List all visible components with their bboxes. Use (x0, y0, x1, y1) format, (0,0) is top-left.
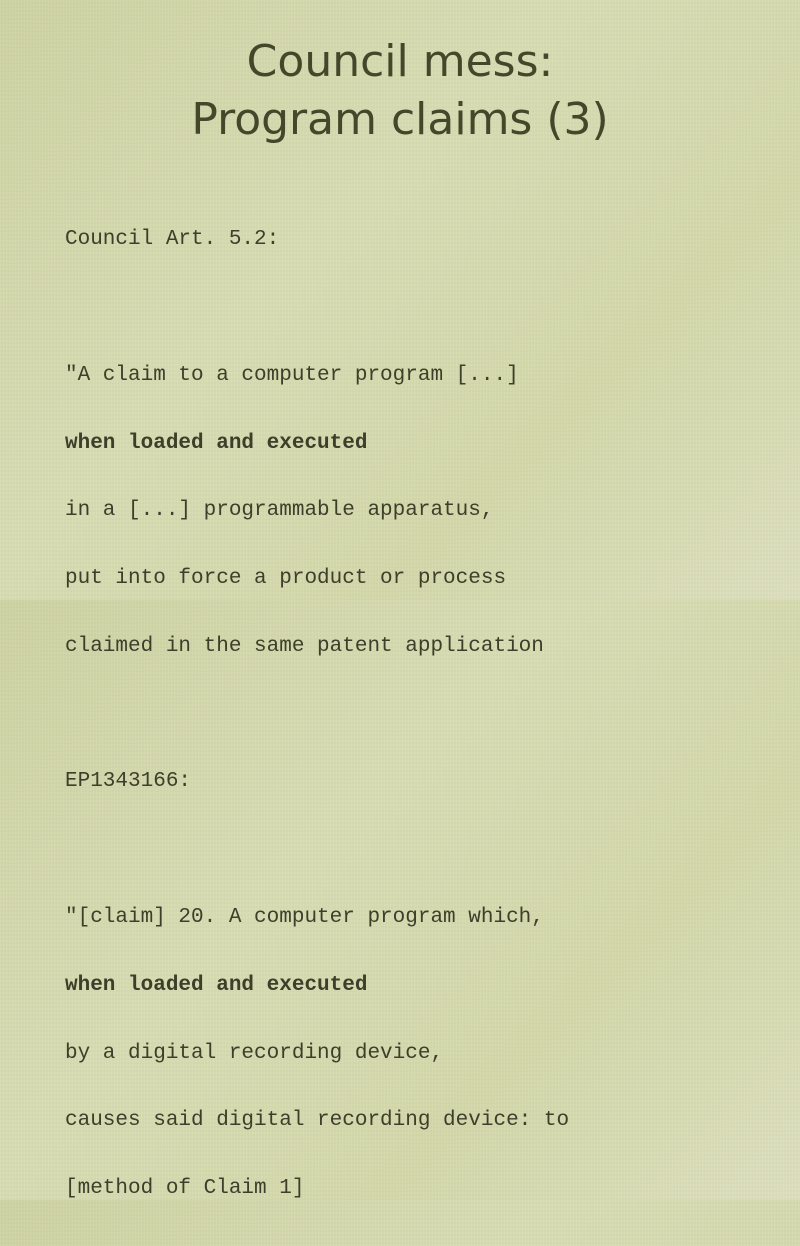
patent-quote-emphasis: when loaded and executed (65, 973, 368, 997)
patent-number-label: EP1343166: (65, 770, 192, 794)
patent-quote-line: "[claim] 20. A computer program which, (65, 906, 544, 929)
council-quote-emphasis: when loaded and executed (65, 431, 368, 455)
title-line-1: Council mess: (246, 36, 554, 87)
council-quote-line: "A claim to a computer program [...] (65, 363, 519, 387)
council-article-label: Council Art. 5.2: (65, 228, 280, 252)
council-quote-line: put into force a product or process (65, 567, 507, 591)
slide-body (65, 184, 785, 1246)
council-quote-line: claimed in the same patent application (65, 634, 544, 658)
slide-title (0, 33, 800, 149)
council-quote-line: in a [...] programmable apparatus, (65, 499, 494, 523)
patent-quote-line: causes said digital recording device: to (65, 1109, 570, 1133)
blank-line (65, 297, 785, 320)
blank-line (65, 839, 785, 862)
patent-quote-line: by a digital recording device, (65, 1041, 444, 1065)
blank-line (65, 704, 785, 727)
title-line-2: Program claims (3) (191, 94, 609, 145)
patent-quote-line: [method of Claim 1] (65, 1177, 305, 1201)
